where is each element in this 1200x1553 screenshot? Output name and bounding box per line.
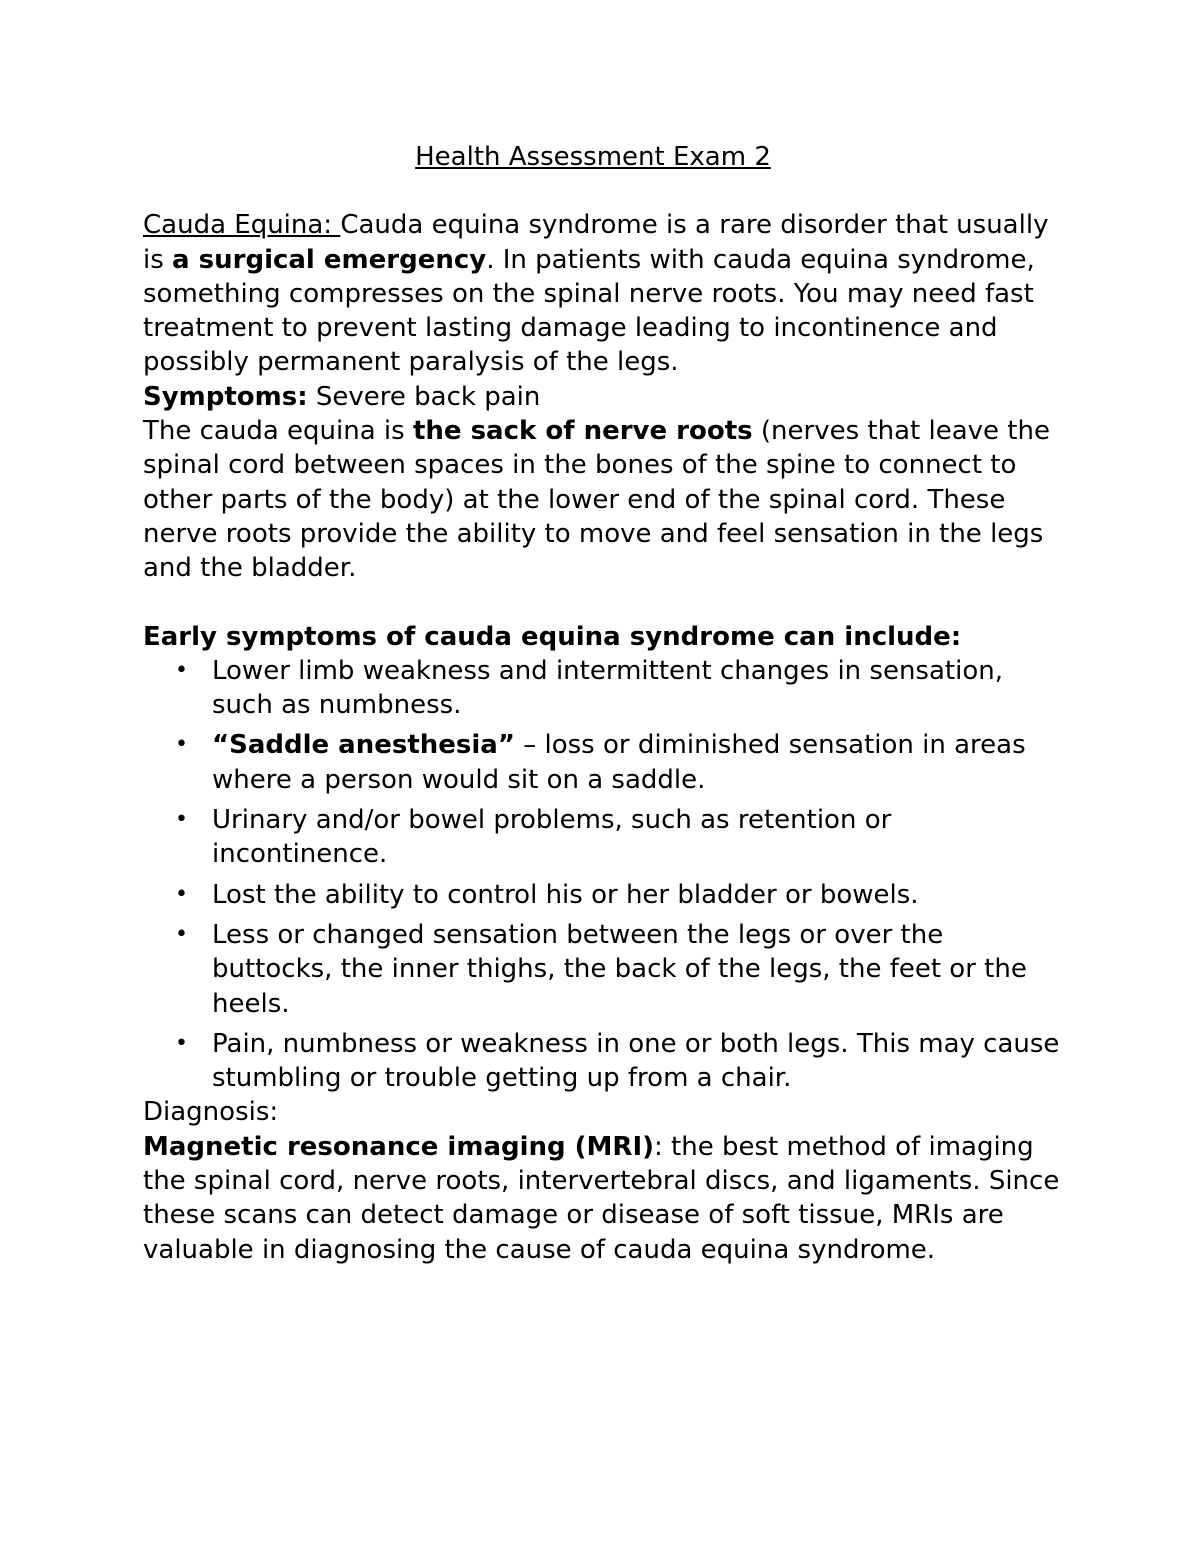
list-item-text: Urinary and/or bowel problems, such as retention or incontinence. [212,805,892,870]
list-item-text: Lost the ability to control his or her bladder or bowels. [212,879,919,910]
list-item [143,728,1063,797]
list-item [143,1027,1063,1096]
bullet-icon: • [175,732,188,758]
list-item-text: Lower limb weakness and intermittent changes in sensation, such as numbness. [212,655,1003,721]
blank-line [143,586,1063,620]
bullet-icon: • [175,807,188,833]
definition-paragraph [143,414,1063,585]
intro-text-2: . In patients with cauda equina syndrome, something compresses on the spinal nerve roots. You may need fast treatment to prevent lasting damage leading to incontinence and possibly permanent paralysis of the legs. [143,244,1035,378]
symptoms-line [143,380,1063,414]
list-item [143,918,1063,1021]
bullet-icon: • [175,921,188,947]
list-item [143,803,1063,872]
mri-paragraph [143,1130,1063,1267]
mri-term: Magnetic resonance imaging (MRI) [143,1131,655,1162]
diagnosis-label: Diagnosis: [143,1097,279,1128]
definition-emphasis: the sack of nerve roots [412,416,753,447]
bullet-icon: • [175,1030,188,1056]
list-item-emphasis: “Saddle anesthesia” [212,730,515,761]
intro-term: Cauda Equina: [143,210,341,241]
list-item-text: Pain, numbness or weakness in one or both legs. This may cause stumbling or trouble getting up from a chair. [212,1028,1060,1094]
symptom-list [143,654,1063,1096]
mri-text: : the best method of imaging the spinal cord, nerve roots, intervertebral discs, and ligaments. Since these scans can detect damage or disease of soft tissue, MRIs are valuable in diagnosing the cause of cauda equina syndrome. [143,1131,1060,1265]
intro-emphasis: a surgical emergency [172,244,487,275]
document-body [143,140,1063,1267]
bullet-icon: • [175,881,188,907]
list-item-text: Less or changed sensation between the legs or over the buttocks, the inner thighs, the back of the legs, the feet or the heels. [212,919,1027,1019]
bullet-icon: • [175,657,188,683]
list-item [143,654,1063,723]
definition-text-2: (nerves that leave the spinal cord between spaces in the bones of the spine to connect to other parts of the body) at the lower end of the spinal cord. These nerve roots provide the ability to move and feel sensation in the legs and the bladder. [143,416,1050,584]
early-symptoms-heading: Early symptoms of cauda equina syndrome can include: [143,621,962,652]
document-title: Health Assessment Exam 2 [415,142,771,172]
symptoms-label: Symptoms: [143,381,308,412]
list-item [143,878,1063,912]
definition-text-1: The cauda equina is [143,416,413,447]
list-item-text: – loss or diminished sensation in areas where a person would sit on a saddle. [212,730,1026,795]
intro-paragraph [143,208,1063,379]
intro-text-1: Cauda equina syndrome is a rare disorder that usually is [143,210,1049,275]
symptoms-text: Severe back pain [307,381,541,412]
